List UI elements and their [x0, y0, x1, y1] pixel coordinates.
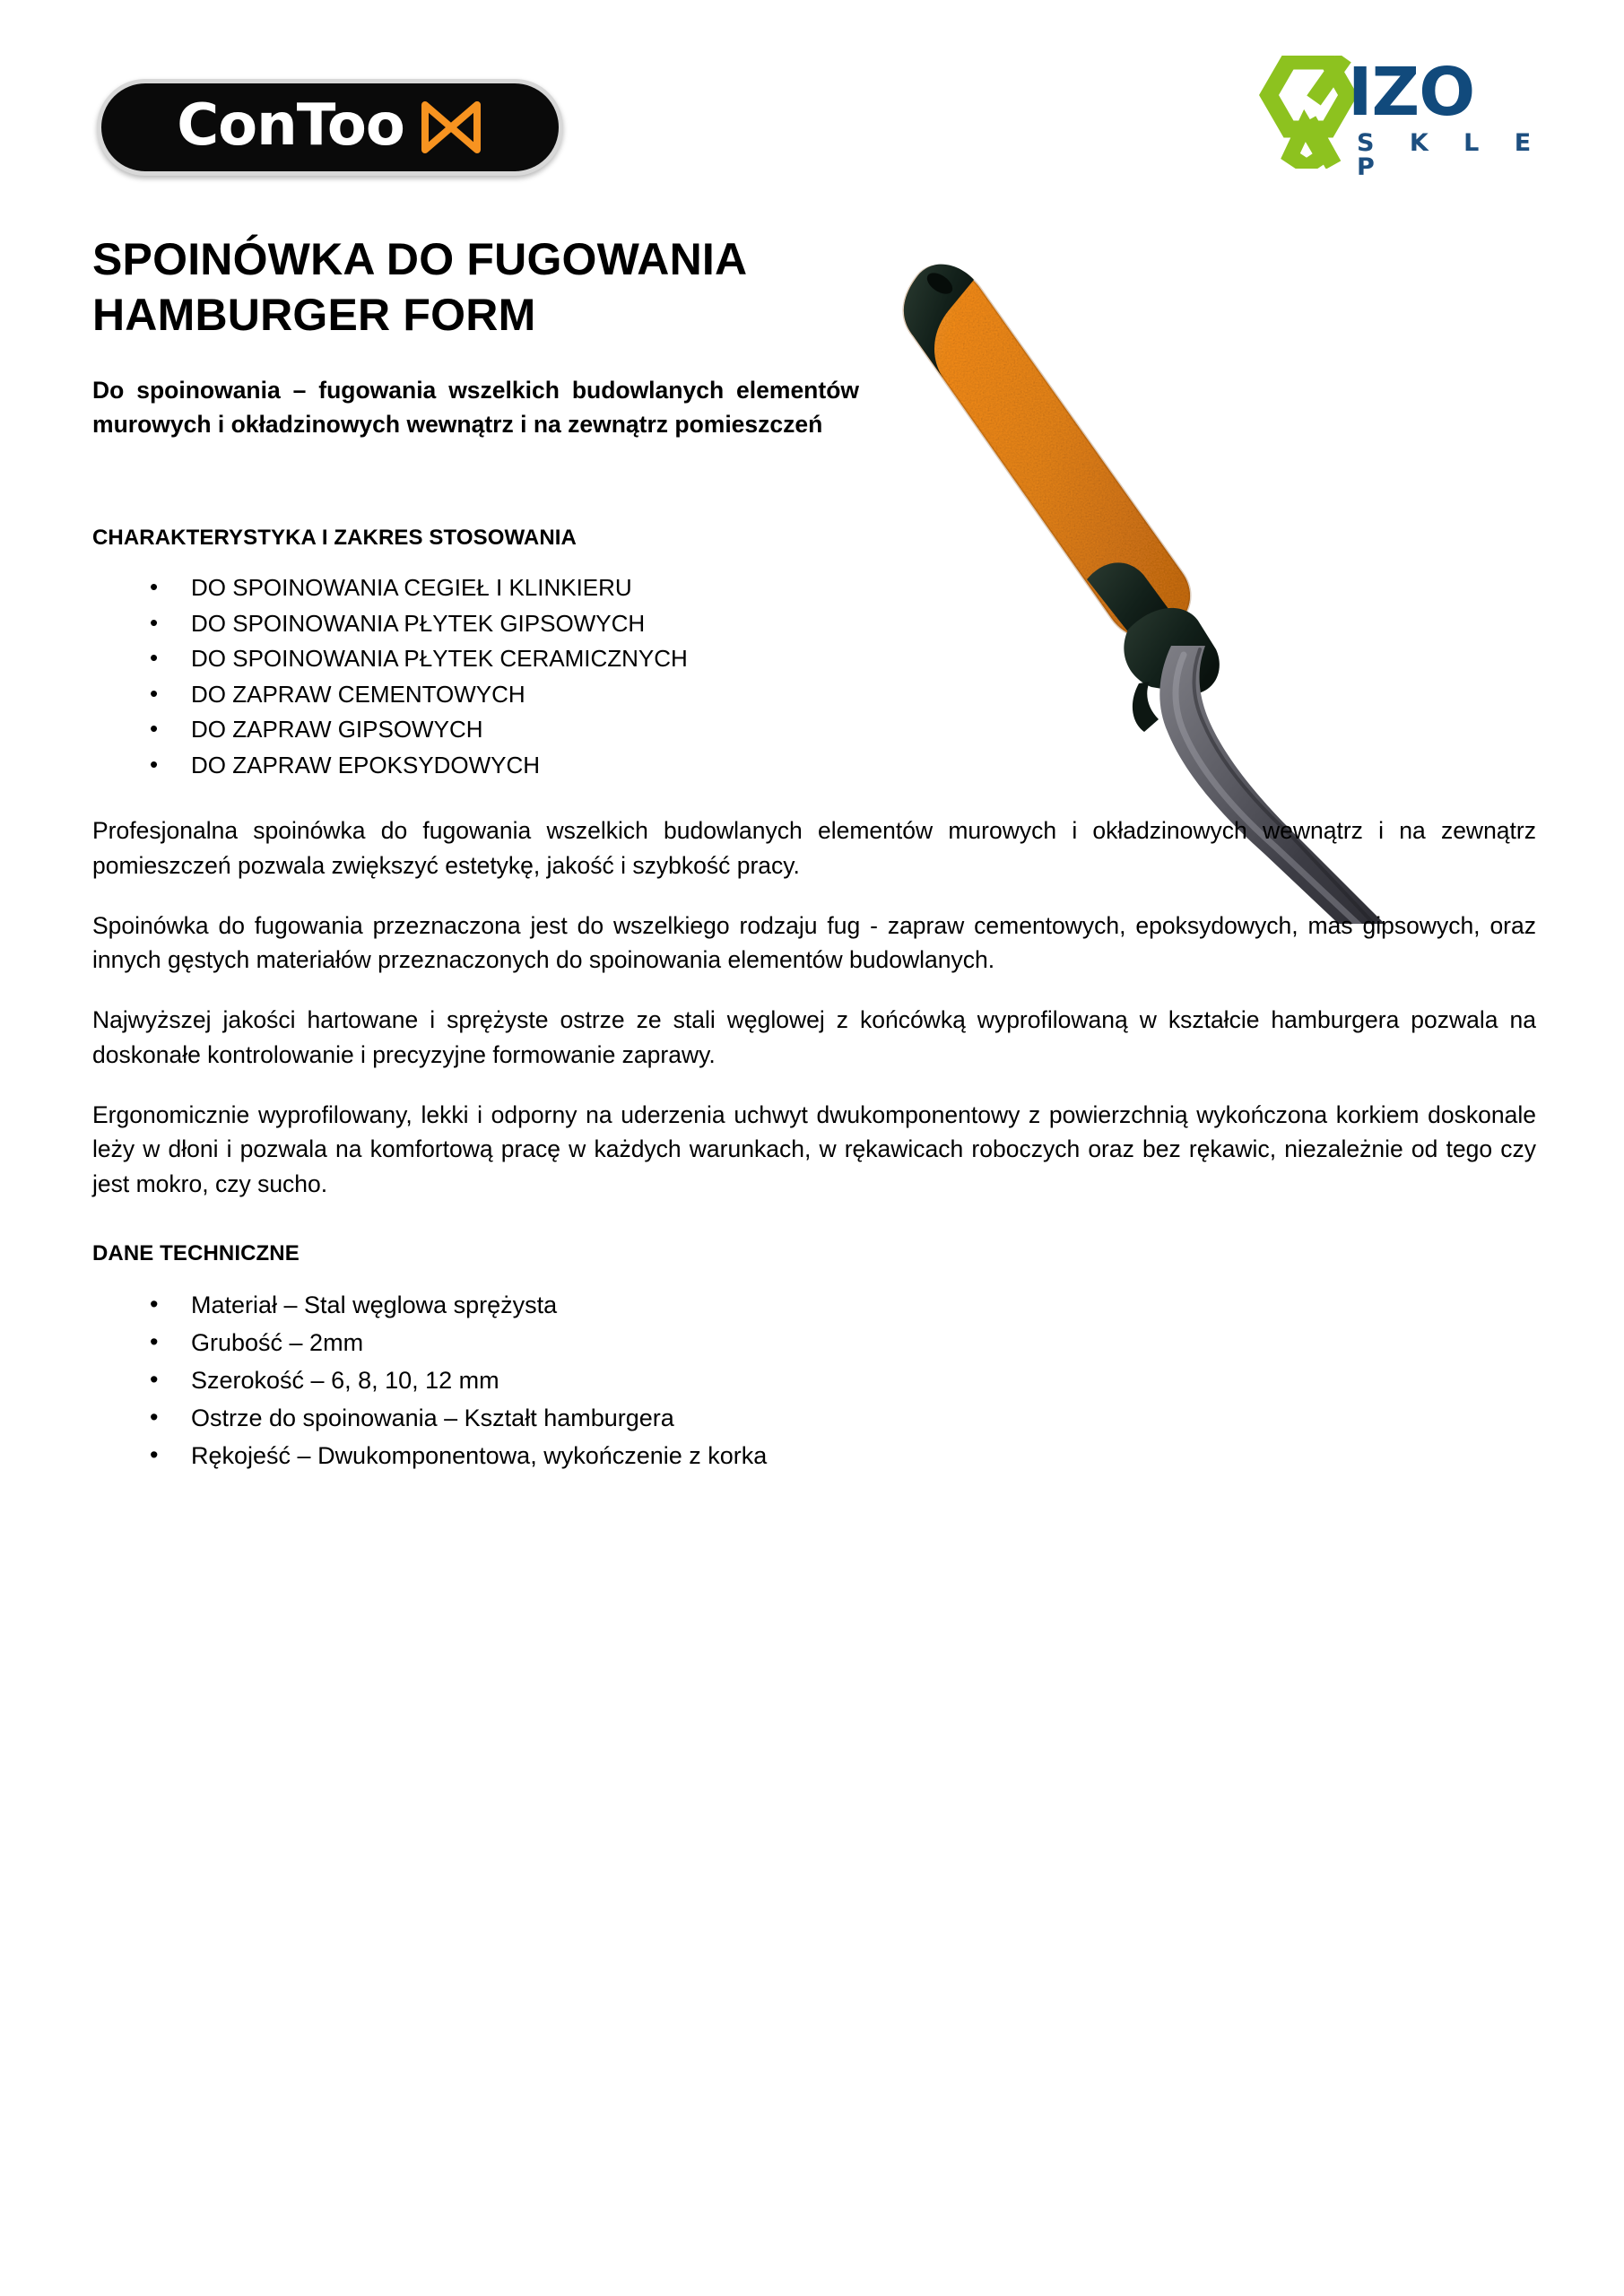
- list-item: • Ostrze do spoinowania – Kształt hamburgera: [92, 1399, 1536, 1437]
- izo-subtitle: S K L E P: [1357, 129, 1545, 181]
- description-paragraph: Najwyższej jakości hartowane i sprężyste ostrze ze stali węglowej z końcówką wyprofilowaną w kształcie hamburgera pozwala na doskonałe kontrolowanie i precyzyjne formowanie zaprawy.: [92, 1006, 1536, 1068]
- product-lead-text: Do spoinowania – fugowania wszelkich budowlanych elementów murowych i okładzinowych wewnątrz i na zewnątrz pomieszczeń: [92, 377, 859, 439]
- description-paragraph: Profesjonalna spoinówka do fugowania wszelkich budowlanych elementów murowych i okładzinowych wewnątrz i na zewnątrz pomieszczeń pozwala zwiększyć estetykę, jakość i szybkość pracy.: [92, 817, 1536, 880]
- list-item: • DO SPOINOWANIA CEGIEŁ I KLINKIERU: [92, 570, 1536, 606]
- list-item: • DO SPOINOWANIA PŁYTEK GIPSOWYCH: [92, 606, 1536, 642]
- list-item: • DO ZAPRAW EPOKSYDOWYCH: [92, 748, 1536, 784]
- list-item: • DO ZAPRAW GIPSOWYCH: [92, 712, 1536, 748]
- list-item: • DO SPOINOWANIA PŁYTEK CERAMICZNYCH: [92, 641, 1536, 677]
- technical-data-heading: DANE TECHNICZNE: [92, 1240, 300, 1265]
- izo-wordmark: IZO: [1348, 54, 1475, 131]
- contoo-brand-logo: [97, 79, 563, 176]
- description-paragraph: Spoinówka do fugowania przeznaczona jest do wszelkiego rodzaju fug - zapraw cementowych, epoksydowych, mas gipsowych, oraz innych gęstych materiałów przeznaczonych do spoinowania elementów budowlanych.: [92, 911, 1536, 974]
- list-item: • Grubość – 2mm: [92, 1324, 1536, 1361]
- list-item: • Rękojeść – Dwukomponentowa, wykończenie z korka: [92, 1437, 1536, 1474]
- bowtie-mark-icon: [419, 99, 483, 156]
- izo-sklep-logo: [1251, 43, 1592, 181]
- list-item: • Szerokość – 6, 8, 10, 12 mm: [92, 1361, 1536, 1399]
- list-item: • DO ZAPRAW CEMENTOWYCH: [92, 677, 1536, 713]
- document-body: [92, 231, 1536, 1474]
- description-paragraph: Ergonomicznie wyprofilowany, lekki i odporny na uderzenia uchwyt dwukomponentowy z powierzchnią wykończona korkiem doskonale leży w dłoni i pozwala na komfortową pracę w każdych warunkach, w rękawicach roboczych oraz bez rękawic, niezależnie od tego czy jest mokro, czy sucho.: [92, 1100, 1536, 1197]
- technical-data-list: [92, 1286, 1536, 1475]
- characteristics-list: [92, 570, 1536, 783]
- list-item: • Materiał – Stal węglowa sprężysta: [92, 1286, 1536, 1324]
- contoo-wordmark: ConToo: [177, 92, 404, 159]
- page-title: SPOINÓWKA DO FUGOWANIA HAMBURGER FORM: [92, 234, 746, 340]
- page-header: [0, 0, 1624, 215]
- characteristics-heading: CHARAKTERYSTYKA I ZAKRES STOSOWANIA: [92, 526, 577, 551]
